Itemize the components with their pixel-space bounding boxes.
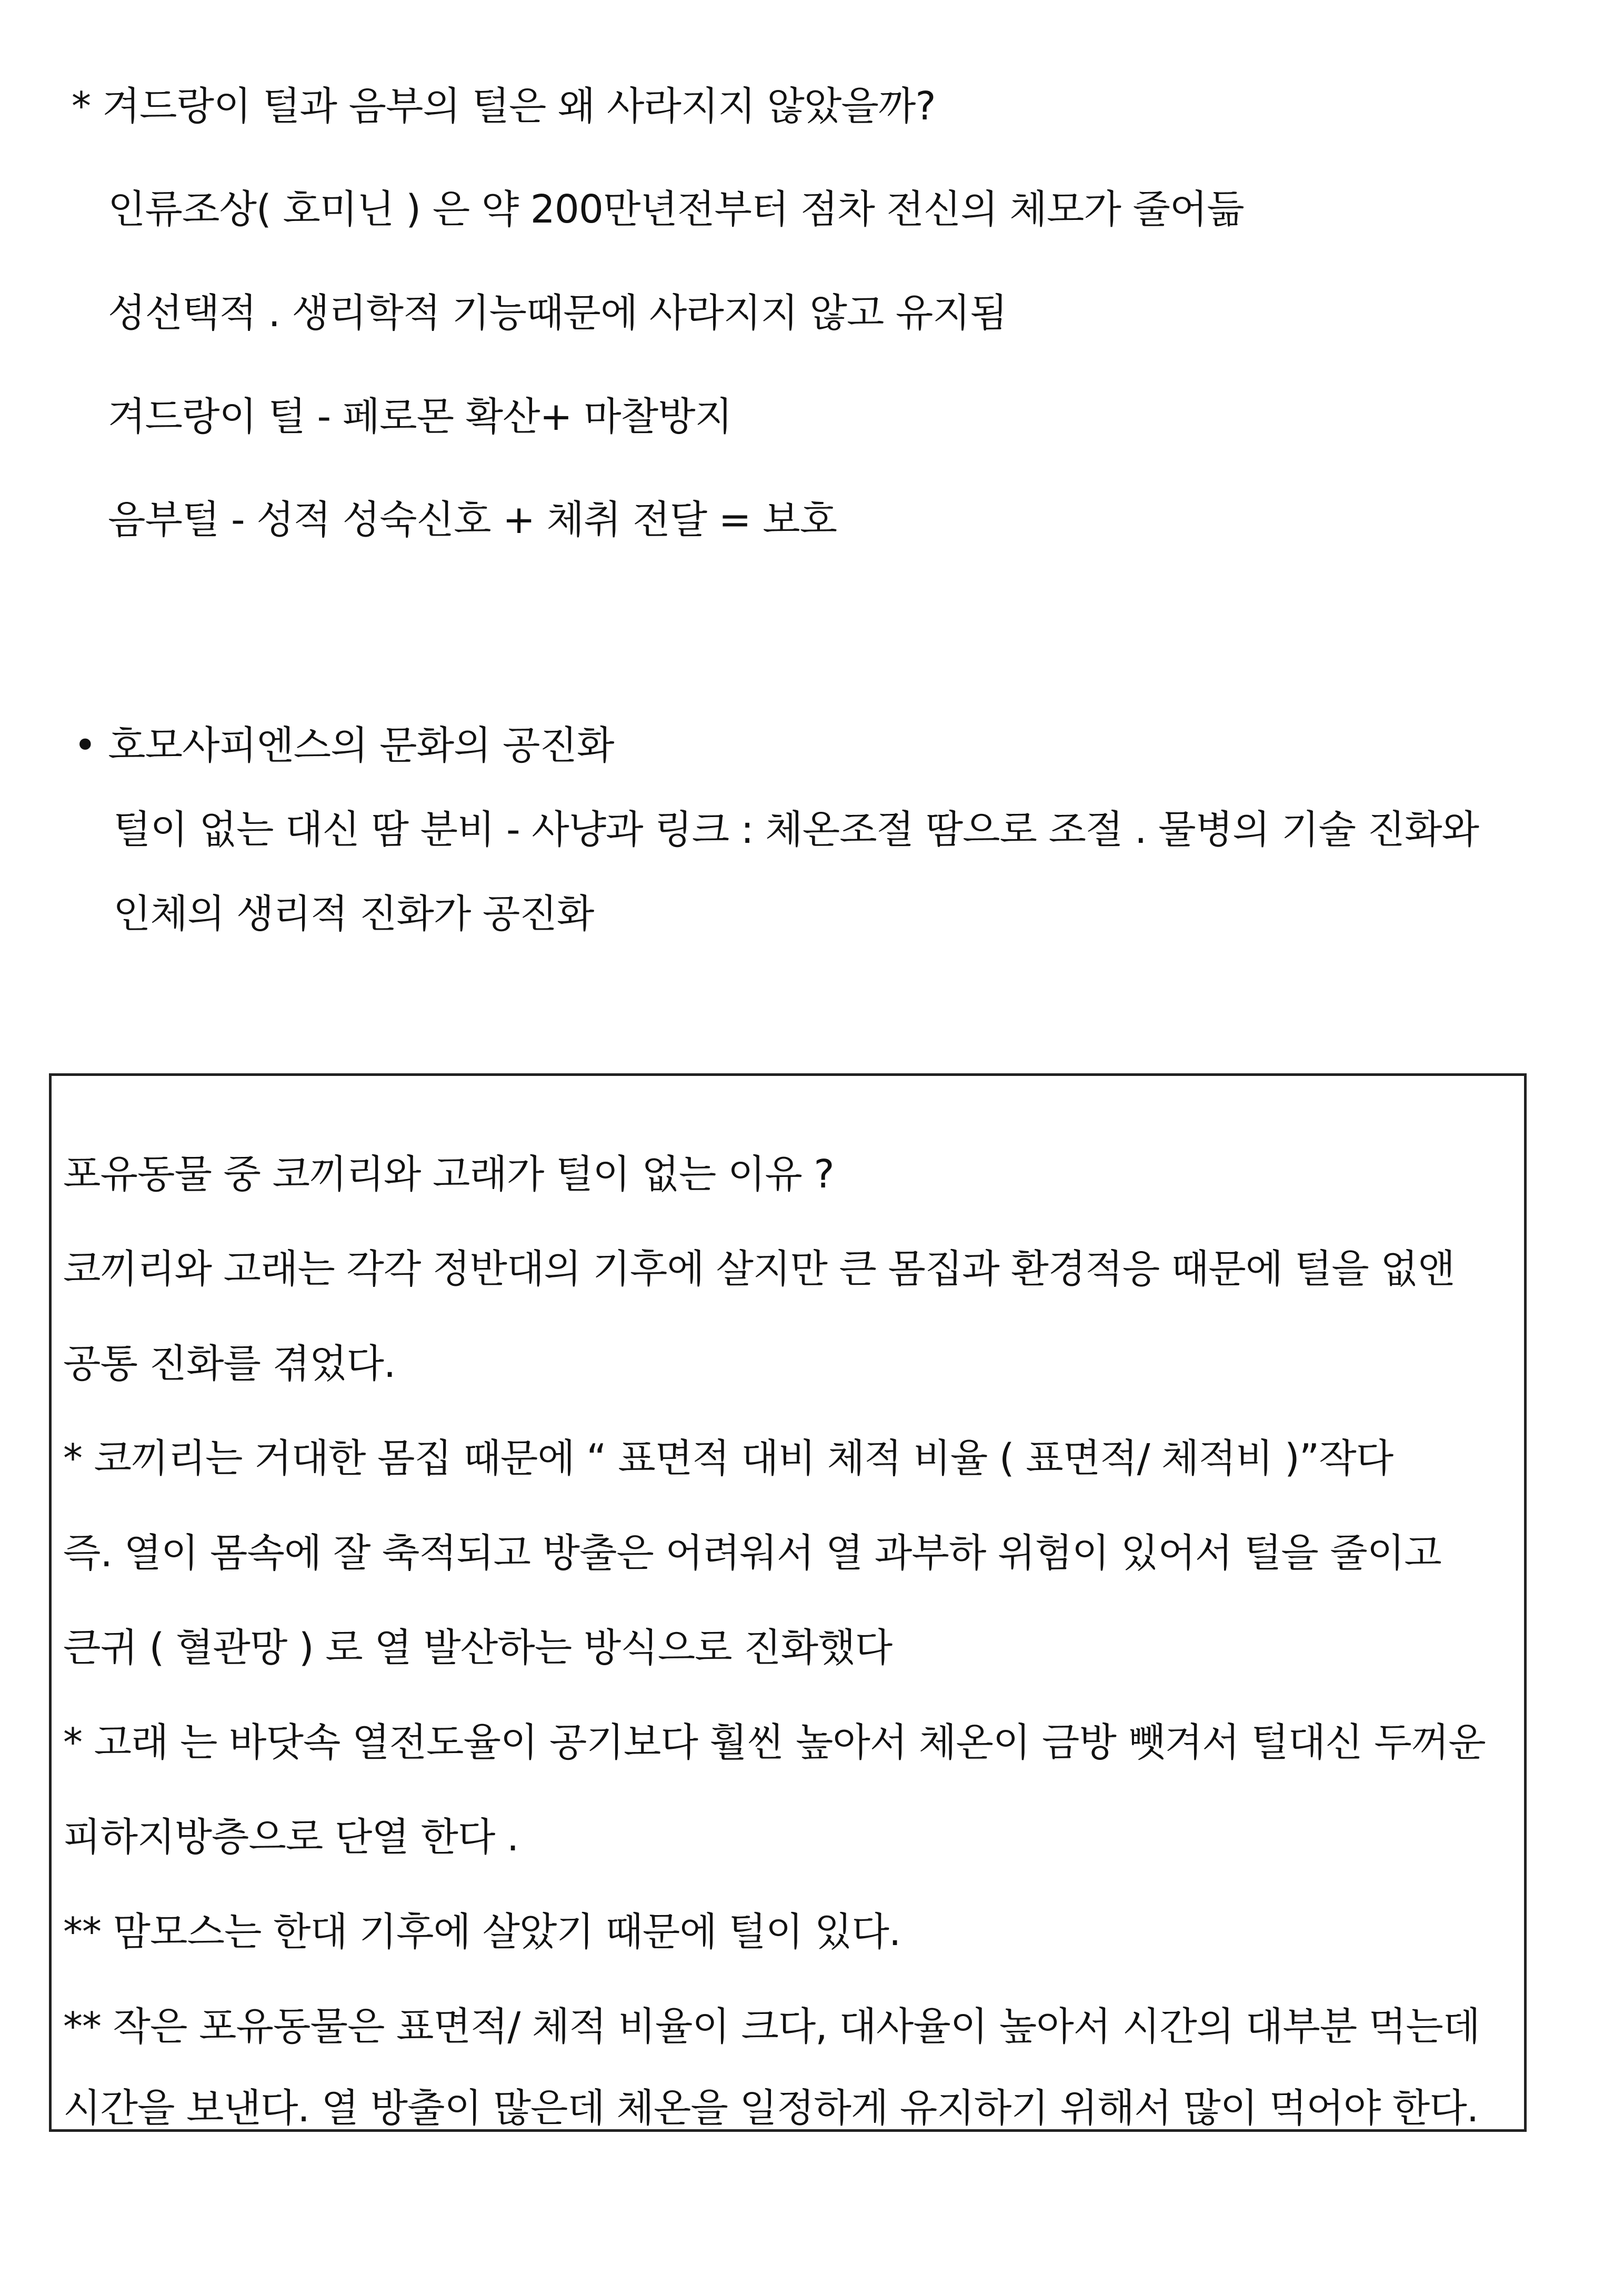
section-coevolution-heading: • 호모사피엔스의 문화의 공진화 — [74, 723, 614, 768]
box-line: 큰귀 ( 혈관망 ) 로 열 발산하는 방식으로 진화했다 — [63, 1625, 893, 1670]
box-line: 코끼리와 고래는 각각 정반대의 기후에 살지만 큰 몸집과 환경적응 때문에 털을 없앤 — [63, 1246, 1455, 1292]
box-line: ** 맘모스는 한대 기후에 살았기 때문에 털이 있다. — [63, 1909, 901, 1955]
section-hair-line: 성선택적 . 생리학적 기능때문에 사라지지 않고 유지됨 — [108, 290, 1007, 336]
box-line: ** 작은 포유동물은 표면적/ 체적 비율이 크다, 대사율이 높아서 시간의 대부분 먹는데 — [63, 2004, 1480, 2049]
section-hair-line: 음부털 - 성적 성숙신호 + 체취 전달 = 보호 — [108, 497, 837, 542]
section-hair-line: 인류조상( 호미닌 ) 은 약 200만년전부터 점차 전신의 체모가 줄어듦 — [108, 187, 1244, 232]
section-coevolution-line: 털이 없는 대신 땀 분비 - 사냥과 링크 : 체온조절 땀으로 조절 . 물병의 기술 진화와 — [113, 807, 1479, 852]
section-hair-heading: * 겨드랑이 털과 음부의 털은 왜 사라지지 않았을까? — [72, 84, 936, 129]
box-line: * 고래 는 바닷속 열전도율이 공기보다 훨씬 높아서 체온이 금방 뺏겨서 털대신 두꺼운 — [63, 1720, 1486, 1765]
box-line: 피하지방층으로 단열 한다 . — [63, 1815, 519, 1860]
note-box — [49, 1073, 1527, 2132]
box-line: 공통 진화를 겪었다. — [63, 1341, 396, 1386]
box-line: * 코끼리는 거대한 몸집 때문에 “ 표면적 대비 체적 비율 ( 표면적/ 체적비 )”작다 — [63, 1436, 1394, 1481]
box-line: 포유동물 중 코끼리와 고래가 털이 없는 이유 ? — [63, 1152, 834, 1197]
section-coevolution-line: 인체의 생리적 진화가 공진화 — [113, 891, 594, 936]
box-line: 시간을 보낸다. 열 방출이 많은데 체온을 일정하게 유지하기 위해서 많이 먹어야 한다. — [63, 2086, 1479, 2131]
section-hair-line: 겨드랑이 털 - 페로몬 확산+ 마찰방지 — [108, 394, 733, 439]
box-line: 즉. 열이 몸속에 잘 축적되고 방출은 어려워서 열 과부하 위험이 있어서 털을 줄이고 — [63, 1530, 1441, 1576]
